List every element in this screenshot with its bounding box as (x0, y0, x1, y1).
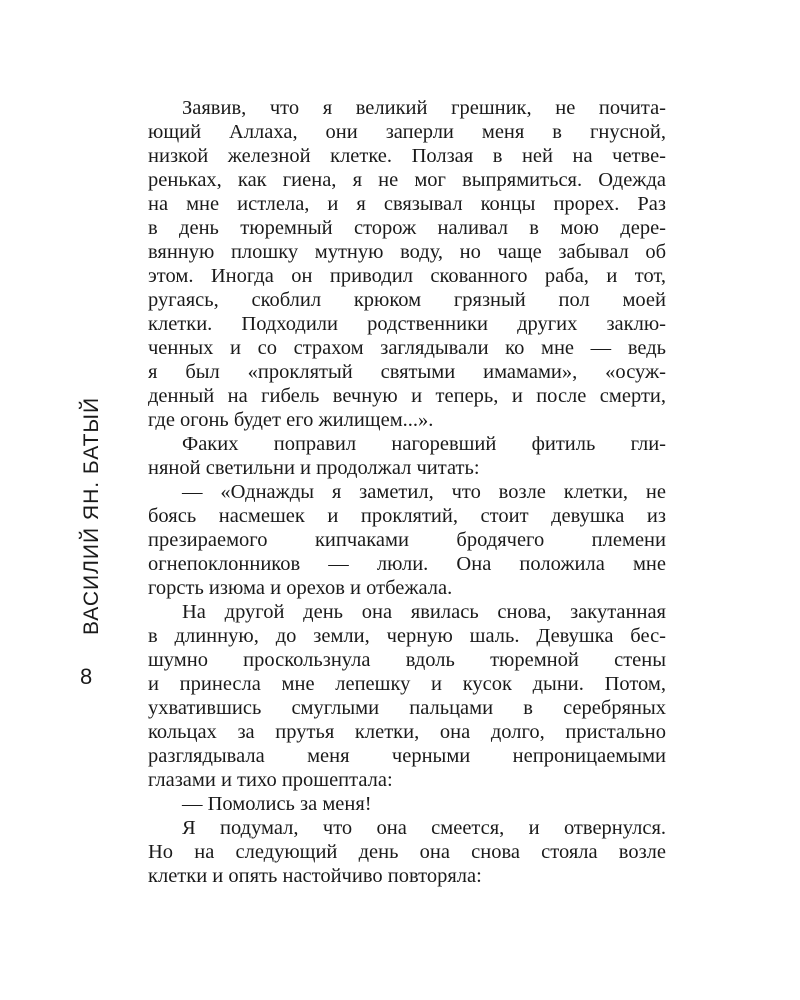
text-line: На другой день она явилась снова, закутанная (182, 601, 666, 623)
text-line: в день тюремный сторож наливал в мою дере- (148, 217, 666, 239)
text-line: шумно проскользнула вдоль тюремной стены (148, 649, 666, 671)
text-line: презираемого кипчаками бродячего племени (148, 529, 666, 551)
text-line: Факих поправил нагоревший фитиль гли- (182, 433, 666, 455)
text-line: на мне истлела, и я связывал концы прорех. Раз (148, 193, 666, 215)
text-line: клетки. Подходили родственники других заклю- (148, 313, 666, 335)
text-line: — Помолись за меня! (182, 793, 372, 815)
text-line: глазами и тихо прошептала: (148, 769, 393, 791)
text-line: Но на следующий день она снова стояла возле (148, 841, 666, 863)
text-line: реньках, как гиена, я не мог выпрямиться. Одежда (148, 169, 666, 191)
text-line: ругаясь, скоблил крюком грязный пол моей (148, 289, 666, 311)
text-line: — «Однажды я заметил, что возле клетки, не (182, 481, 666, 503)
text-line: низкой железной клетке. Ползая в ней на четве- (148, 145, 666, 167)
text-line: Заявив, что я великий грешник, не почита- (182, 97, 666, 119)
text-line: денный на гибель вечную и теперь, и после смерти, (148, 385, 666, 407)
running-head: ВАСИЛИЙ ЯН. БАТЫЙ (80, 396, 103, 635)
text-line: и принесла мне лепешку и кусок дыни. Потом, (148, 673, 666, 695)
text-line: кольцах за прутья клетки, она долго, пристально (148, 721, 666, 743)
text-line: Я подумал, что она смеется, и отвернулся. (182, 817, 666, 839)
text-line: горсть изюма и орехов и отбежала. (148, 577, 453, 599)
text-line: огнепоклонников — люли. Она положила мне (148, 553, 666, 575)
text-line: ченных и со страхом заглядывали ко мне — ведь (148, 337, 666, 359)
text-line: боясь насмешек и проклятий, стоит девушка из (148, 505, 666, 527)
body-text (148, 96, 666, 888)
text-line: няной светильни и продолжал читать: (148, 457, 480, 479)
text-line: где огонь будет его жилищем...». (148, 409, 434, 431)
text-line: я был «проклятый святыми имамами», «осуж- (148, 361, 666, 383)
text-line: в длинную, до земли, черную шаль. Девушка бес- (148, 625, 666, 647)
text-line: этом. Иногда он приводил скованного раба, и тот, (148, 265, 666, 287)
text-line: ющий Аллаха, они заперли меня в гнусной, (148, 121, 666, 143)
text-line: вянную плошку мутную воду, но чаще забывал об (148, 241, 666, 263)
text-line: клетки и опять настойчиво повторяла: (148, 865, 482, 887)
text-line: ухватившись смуглыми пальцами в серебряных (148, 697, 666, 719)
page-number: 8 (80, 664, 93, 689)
text-line: разглядывала меня черными непроницаемыми (148, 745, 666, 767)
